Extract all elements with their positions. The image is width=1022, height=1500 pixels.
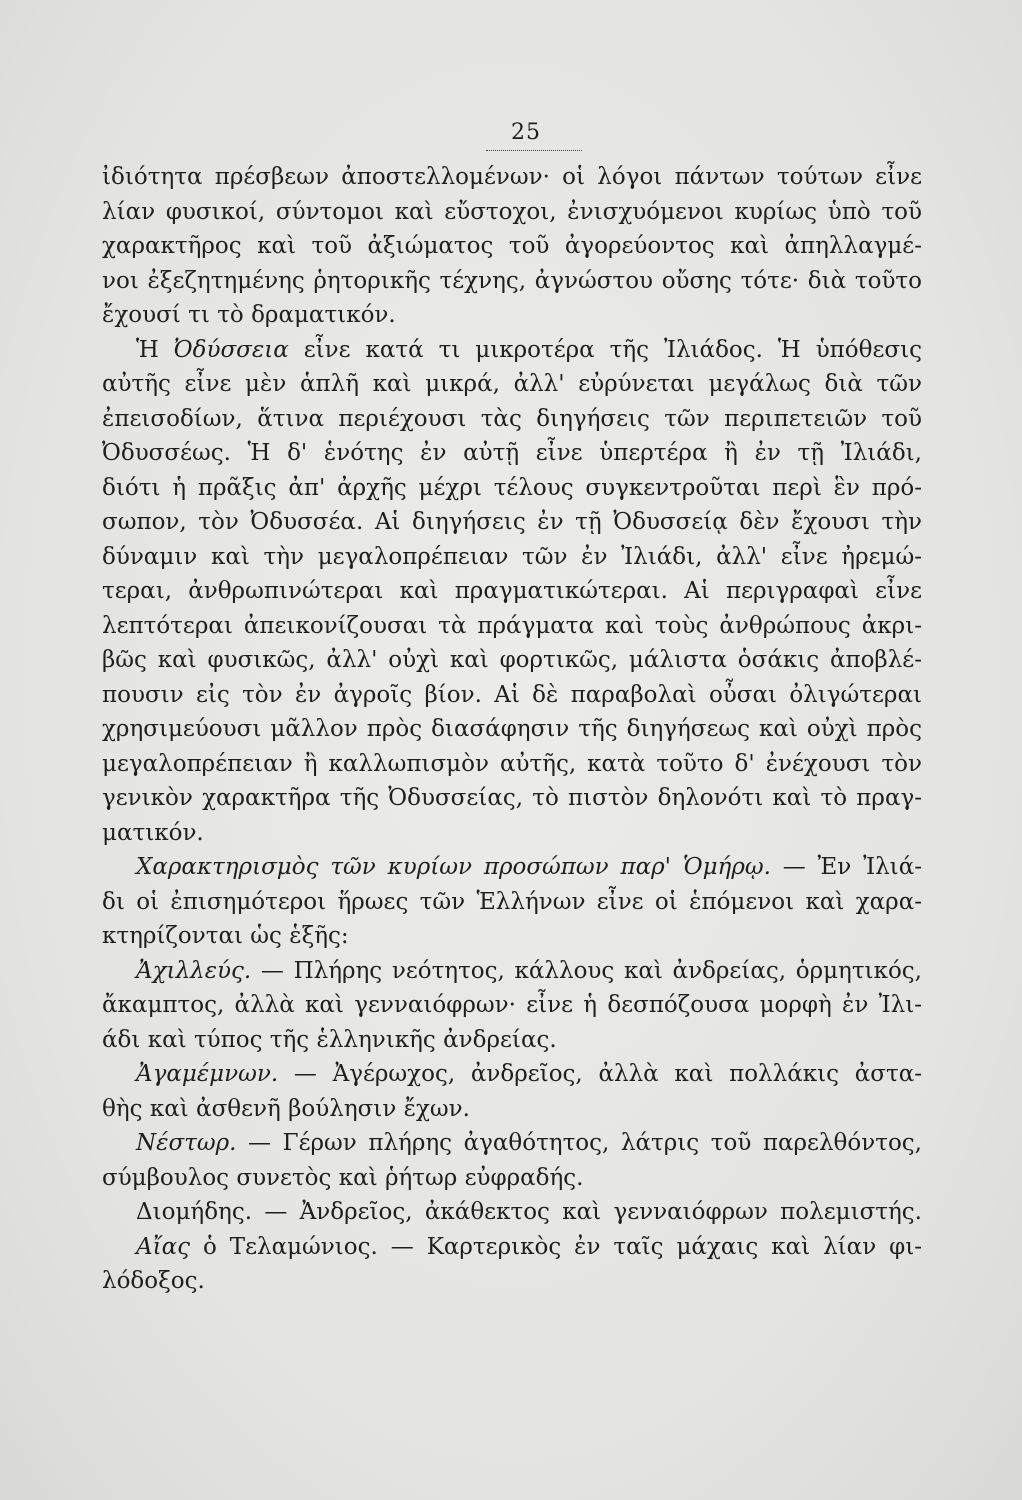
text-span: διότι ἡ πρᾶξις ἀπ' ἀρχῆς μέχρι τέλους συγκεντροῦται περὶ ἓν πρό-: [102, 474, 922, 501]
text-span: χαρακτῆρος καὶ τοῦ ἀξιώματος τοῦ ἀγορεύοντος καὶ ἀπηλλαγμέ-: [102, 233, 922, 259]
text-line: [102, 850, 922, 885]
italic-text-span: Ὀδύσσεια: [173, 336, 289, 363]
page-number-rule: [486, 150, 582, 151]
text-span: δι οἱ ἐπισημότεροι ἥρωες τῶν Ἑλλήνων εἶνε οἱ ἑπόμενοι καὶ χαρα-: [102, 888, 922, 915]
text-span: — Πλήρης νεότητος, κάλλους καὶ ἀνδρείας, ὁρμητικός,: [251, 957, 922, 984]
text-line: [102, 471, 922, 506]
text-span: ἔχουσί τι τὸ δραματικόν.: [102, 302, 396, 328]
text-line: [102, 298, 922, 333]
text-span: λεπτότεραι ἀπεικονίζουσαι τὰ πράγματα καὶ τοὺς ἀνθρώπους ἀκρι-: [102, 612, 922, 639]
text-line: [102, 1161, 922, 1196]
text-span: γενικὸν χαρακτῆρα τῆς Ὀδυσσείας, τὸ πιστὸν δηλονότι καὶ τὸ πραγ-: [102, 785, 922, 811]
text-span: μεγαλοπρέπειαν ἢ καλλωπισμὸν αὐτῆς, κατὰ τοῦτο δ' ἐνέχουσι τὸν: [102, 750, 922, 777]
text-line: [102, 1126, 922, 1161]
text-span: ἰδιότητα πρέσβεων ἀποστελλομένων· οἱ λόγοι πάντων τούτων εἶνε: [102, 164, 922, 190]
text-span: Διομήδης. — Ἀνδρεῖος, ἀκάθεκτος καὶ γενναιόφρων πολεμιστής.: [136, 1199, 922, 1225]
text-line: [102, 1195, 922, 1230]
text-line: [102, 160, 922, 195]
text-span: Ὀδυσσέως. Ἡ δ' ἑνότης ἐν αὐτῇ εἶνε ὑπερτέρα ἢ ἐν τῇ Ἰλιάδι,: [102, 440, 922, 466]
body-text: [102, 160, 922, 1299]
text-line: [102, 1023, 922, 1058]
text-span: πουσιν εἰς τὸν ἐν ἀγροῖς βίον. Αἱ δὲ παραβολαὶ οὖσαι ὀλιγώτεραι: [102, 681, 922, 708]
text-span: τεραι, ἀνθρωπινώτεραι καὶ πραγματικώτεραι. Αἱ περιγραφαὶ εἶνε: [102, 578, 922, 604]
text-line: [102, 229, 922, 264]
text-span: νοι ἐξεζητημένης ῥητορικῆς τέχνης, ἀγνώστου οὔσης τότε· διὰ τοῦτο: [102, 267, 922, 294]
text-line: [102, 1092, 922, 1127]
text-span: αὐτῆς εἶνε μὲν ἁπλῆ καὶ μικρά, ἀλλ' εὐρύνεται μεγάλως διὰ τῶν: [102, 371, 922, 397]
text-line: [102, 954, 922, 989]
text-span: ὁ Τελαμώνιος. — Καρτερικὸς ἐν ταῖς μάχαις καὶ λίαν φι-: [190, 1233, 922, 1260]
text-span: δύναμιν καὶ τὴν μεγαλοπρέπειαν τῶν ἐν Ἰλιάδι, ἀλλ' εἶνε ἠρεμώ-: [102, 543, 922, 570]
italic-text-span: Αἴας: [136, 1233, 191, 1260]
text-line: [102, 781, 922, 816]
text-span: — Ἀγέρωχος, ἀνδρεῖος, ἀλλὰ καὶ πολλάκις ἀστα-: [278, 1061, 922, 1087]
text-line: [102, 747, 922, 782]
text-line: [102, 436, 922, 471]
text-span: σύμβουλος συνετὸς καὶ ῥήτωρ εὐφραδής.: [102, 1164, 584, 1191]
text-line: [102, 885, 922, 920]
text-line: [102, 988, 922, 1023]
text-line: [102, 1264, 922, 1299]
text-line: [102, 333, 922, 368]
text-line: [102, 816, 922, 851]
text-line: [102, 195, 922, 230]
text-line: [102, 609, 922, 644]
text-line: [102, 919, 922, 954]
italic-text-span: Ἀγαμέμνων.: [136, 1061, 279, 1087]
text-span: ἐπεισοδίων, ἅτινα περιέχουσι τὰς διηγήσεις τῶν περιπετειῶν τοῦ: [102, 405, 922, 432]
text-line: [102, 678, 922, 713]
text-span: χρησιμεύουσι μᾶλλον πρὸς διασάφησιν τῆς διηγήσεως καὶ οὐχὶ πρὸς: [102, 716, 922, 742]
text-span: βῶς καὶ φυσικῶς, ἀλλ' οὐχὶ καὶ φορτικῶς, μάλιστα ὁσάκις ἀποβλέ-: [102, 647, 922, 673]
text-line: [102, 402, 922, 437]
text-line: [102, 1057, 922, 1092]
text-span: σωπον, τὸν Ὀδυσσέα. Αἱ διηγήσεις ἐν τῇ Ὀδυσσείᾳ δὲν ἔχουσι τὴν: [102, 509, 922, 535]
italic-text-span: Ἀχιλλεύς.: [136, 957, 252, 984]
text-span: ἄκαμπτος, ἀλλὰ καὶ γενναιόφρων· εἶνε ἡ δεσπόζουσα μορφὴ ἐν Ἰλι-: [102, 992, 922, 1018]
text-line: [102, 574, 922, 609]
text-span: λίαν φυσικοί, σύντομοι καὶ εὔστοχοι, ἐνισχυόμενοι κυρίως ὑπὸ τοῦ: [102, 198, 922, 225]
text-line: [102, 643, 922, 678]
text-line: [102, 264, 922, 299]
text-span: λόδοξος.: [102, 1268, 205, 1294]
text-line: [102, 540, 922, 575]
text-line: [102, 712, 922, 747]
text-span: — Γέρων πλήρης ἀγαθότητος, λάτρις τοῦ παρελθόντος,: [236, 1130, 922, 1156]
text-span: — Ἐν Ἰλιά-: [770, 854, 922, 880]
text-span: άδι καὶ τύπος τῆς ἑλληνικῆς ἀνδρείας.: [102, 1026, 557, 1053]
italic-text-span: Νέστωρ.: [136, 1130, 237, 1156]
page-number: 25: [511, 120, 541, 145]
text-span: εἶνε κατά τι μικροτέρα τῆς Ἰλιάδος. Ἡ ὑπόθεσις: [288, 336, 922, 363]
italic-text-span: Χαρακτηρισμὸς τῶν κυρίων προσώπων παρ' Ὁμήρῳ.: [136, 854, 771, 880]
text-line: [102, 367, 922, 402]
text-span: θὴς καὶ ἀσθενῆ βούλησιν ἔχων.: [102, 1095, 470, 1122]
text-line: [102, 1230, 922, 1265]
text-line: [102, 505, 922, 540]
text-span: ματικόν.: [102, 819, 204, 846]
text-span: κτηρίζονται ὡς ἑξῆς:: [102, 923, 349, 949]
text-span: Ἡ: [136, 336, 174, 363]
